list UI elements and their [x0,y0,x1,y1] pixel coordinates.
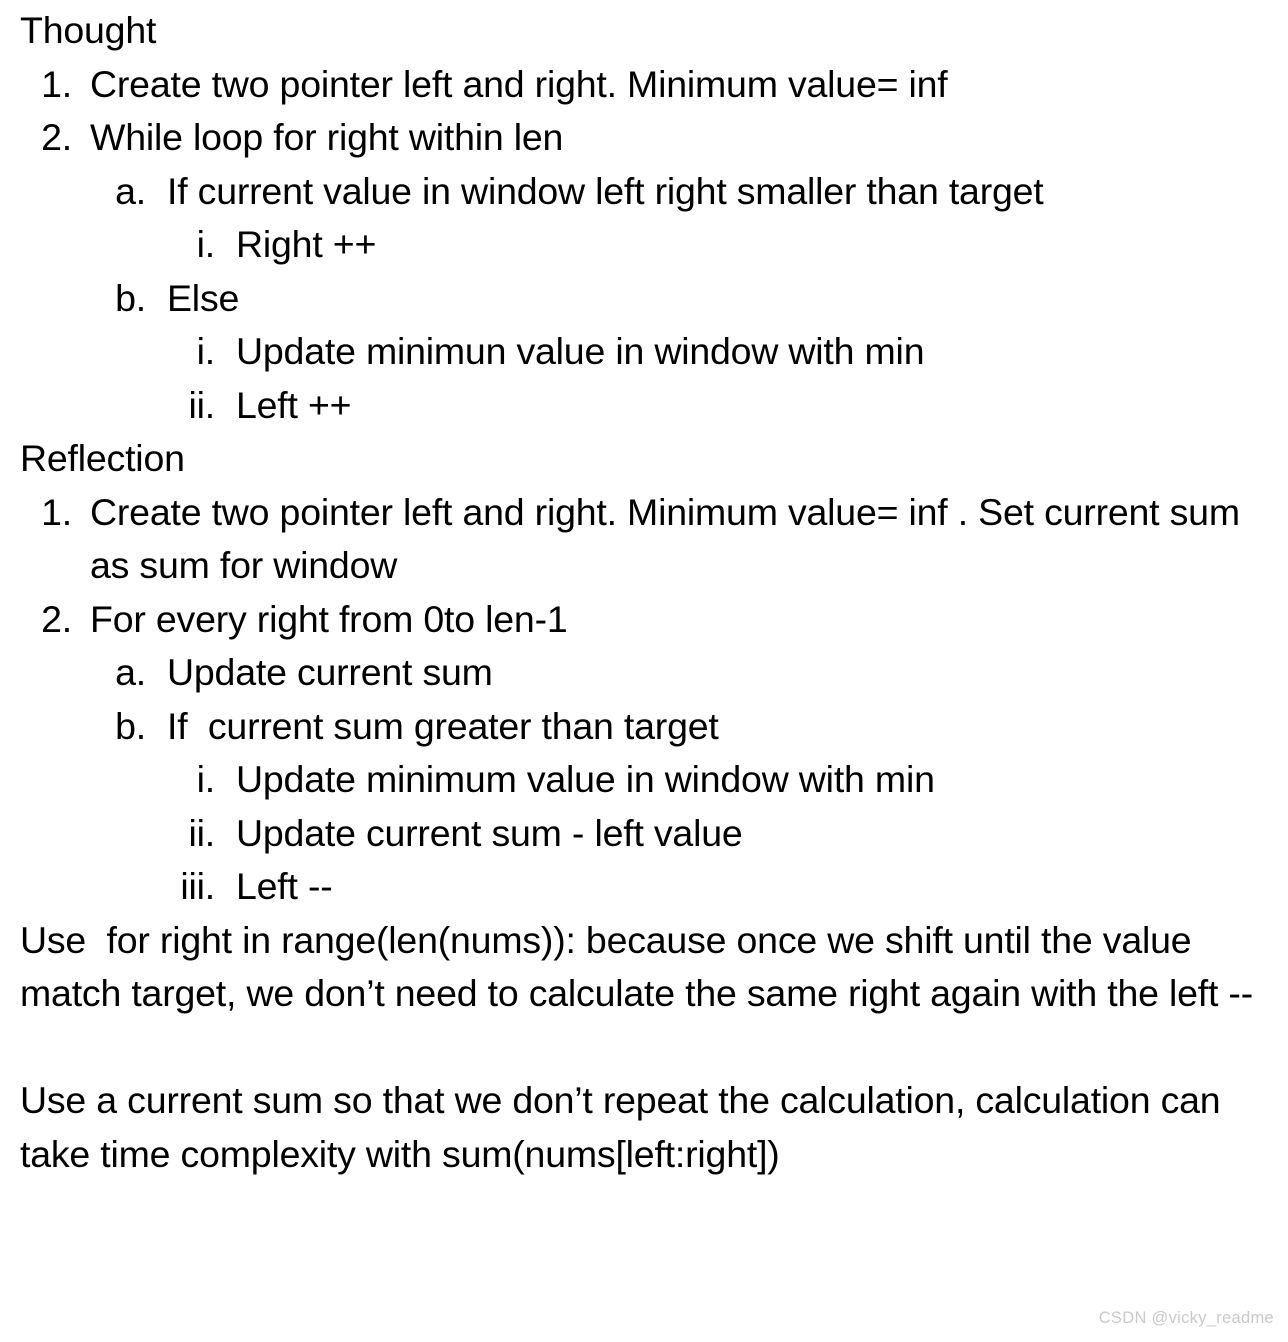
section-heading-thought: Thought [20,9,157,51]
list-marker: a. [115,169,146,212]
list-item [0,165,1288,219]
paragraph-spacer [0,1021,1288,1075]
list-item-text: If current value in window left right smaller than target [167,169,1044,212]
list-item-text: Create two pointer left and right. Minimum value= inf . Set current sum as sum for window [90,490,1251,586]
list-item [0,379,1288,433]
list-item [0,272,1288,326]
list-marker: 1. [41,62,72,105]
list-item-text: If current sum greater than target [167,704,719,747]
list-item-text: Create two pointer left and right. Minimum value= inf [90,62,948,105]
list-item [0,486,1288,593]
list-item [0,58,1288,112]
list-item-text: Else [167,276,240,319]
list-item [0,807,1288,861]
list-marker: b. [115,276,146,319]
list-item [0,111,1288,165]
list-item [0,700,1288,754]
list-marker: i. [196,758,215,800]
list-item [0,860,1288,914]
list-marker: 2. [41,597,72,640]
list-item [0,325,1288,379]
list-marker: ii. [188,811,215,854]
list-item-text: Update current sum [167,651,493,693]
list-item-text: Left ++ [236,383,352,426]
paragraph-use-for-right: Use for right in range(len(nums)): because once we shift until the value match target, we don’t need to calculate the same right again with the left -- [20,918,1253,1014]
section-heading-reflection: Reflection [20,437,185,479]
list-marker: a. [115,651,146,693]
list-item-text: Update current sum - left value [236,811,743,854]
list-item-text: Left -- [236,865,333,907]
list-marker: i. [196,223,215,265]
list-marker: 1. [41,490,72,533]
list-item-text: Update minimun value in window with min [236,330,925,372]
list-marker: i. [196,330,215,372]
list-item-text: For every right from 0to len-1 [90,597,568,640]
list-item [0,218,1288,272]
list-marker: ii. [188,383,215,426]
list-item-text: Right ++ [236,223,377,265]
paragraph-use-current-sum: Use a current sum so that we don’t repeat the calculation, calculation can take time complexity with sum(nums[left:right]) [20,1079,1231,1175]
list-marker: iii. [180,865,215,907]
list-marker: b. [115,704,146,747]
list-item-text: Update minimum value in window with min [236,758,935,800]
list-item [0,753,1288,807]
list-marker: 2. [41,116,72,158]
csdn-watermark: CSDN @vicky_readme [1098,1309,1274,1327]
list-item [0,646,1288,700]
list-item-text: While loop for right within len [90,116,564,158]
list-item [0,593,1288,647]
